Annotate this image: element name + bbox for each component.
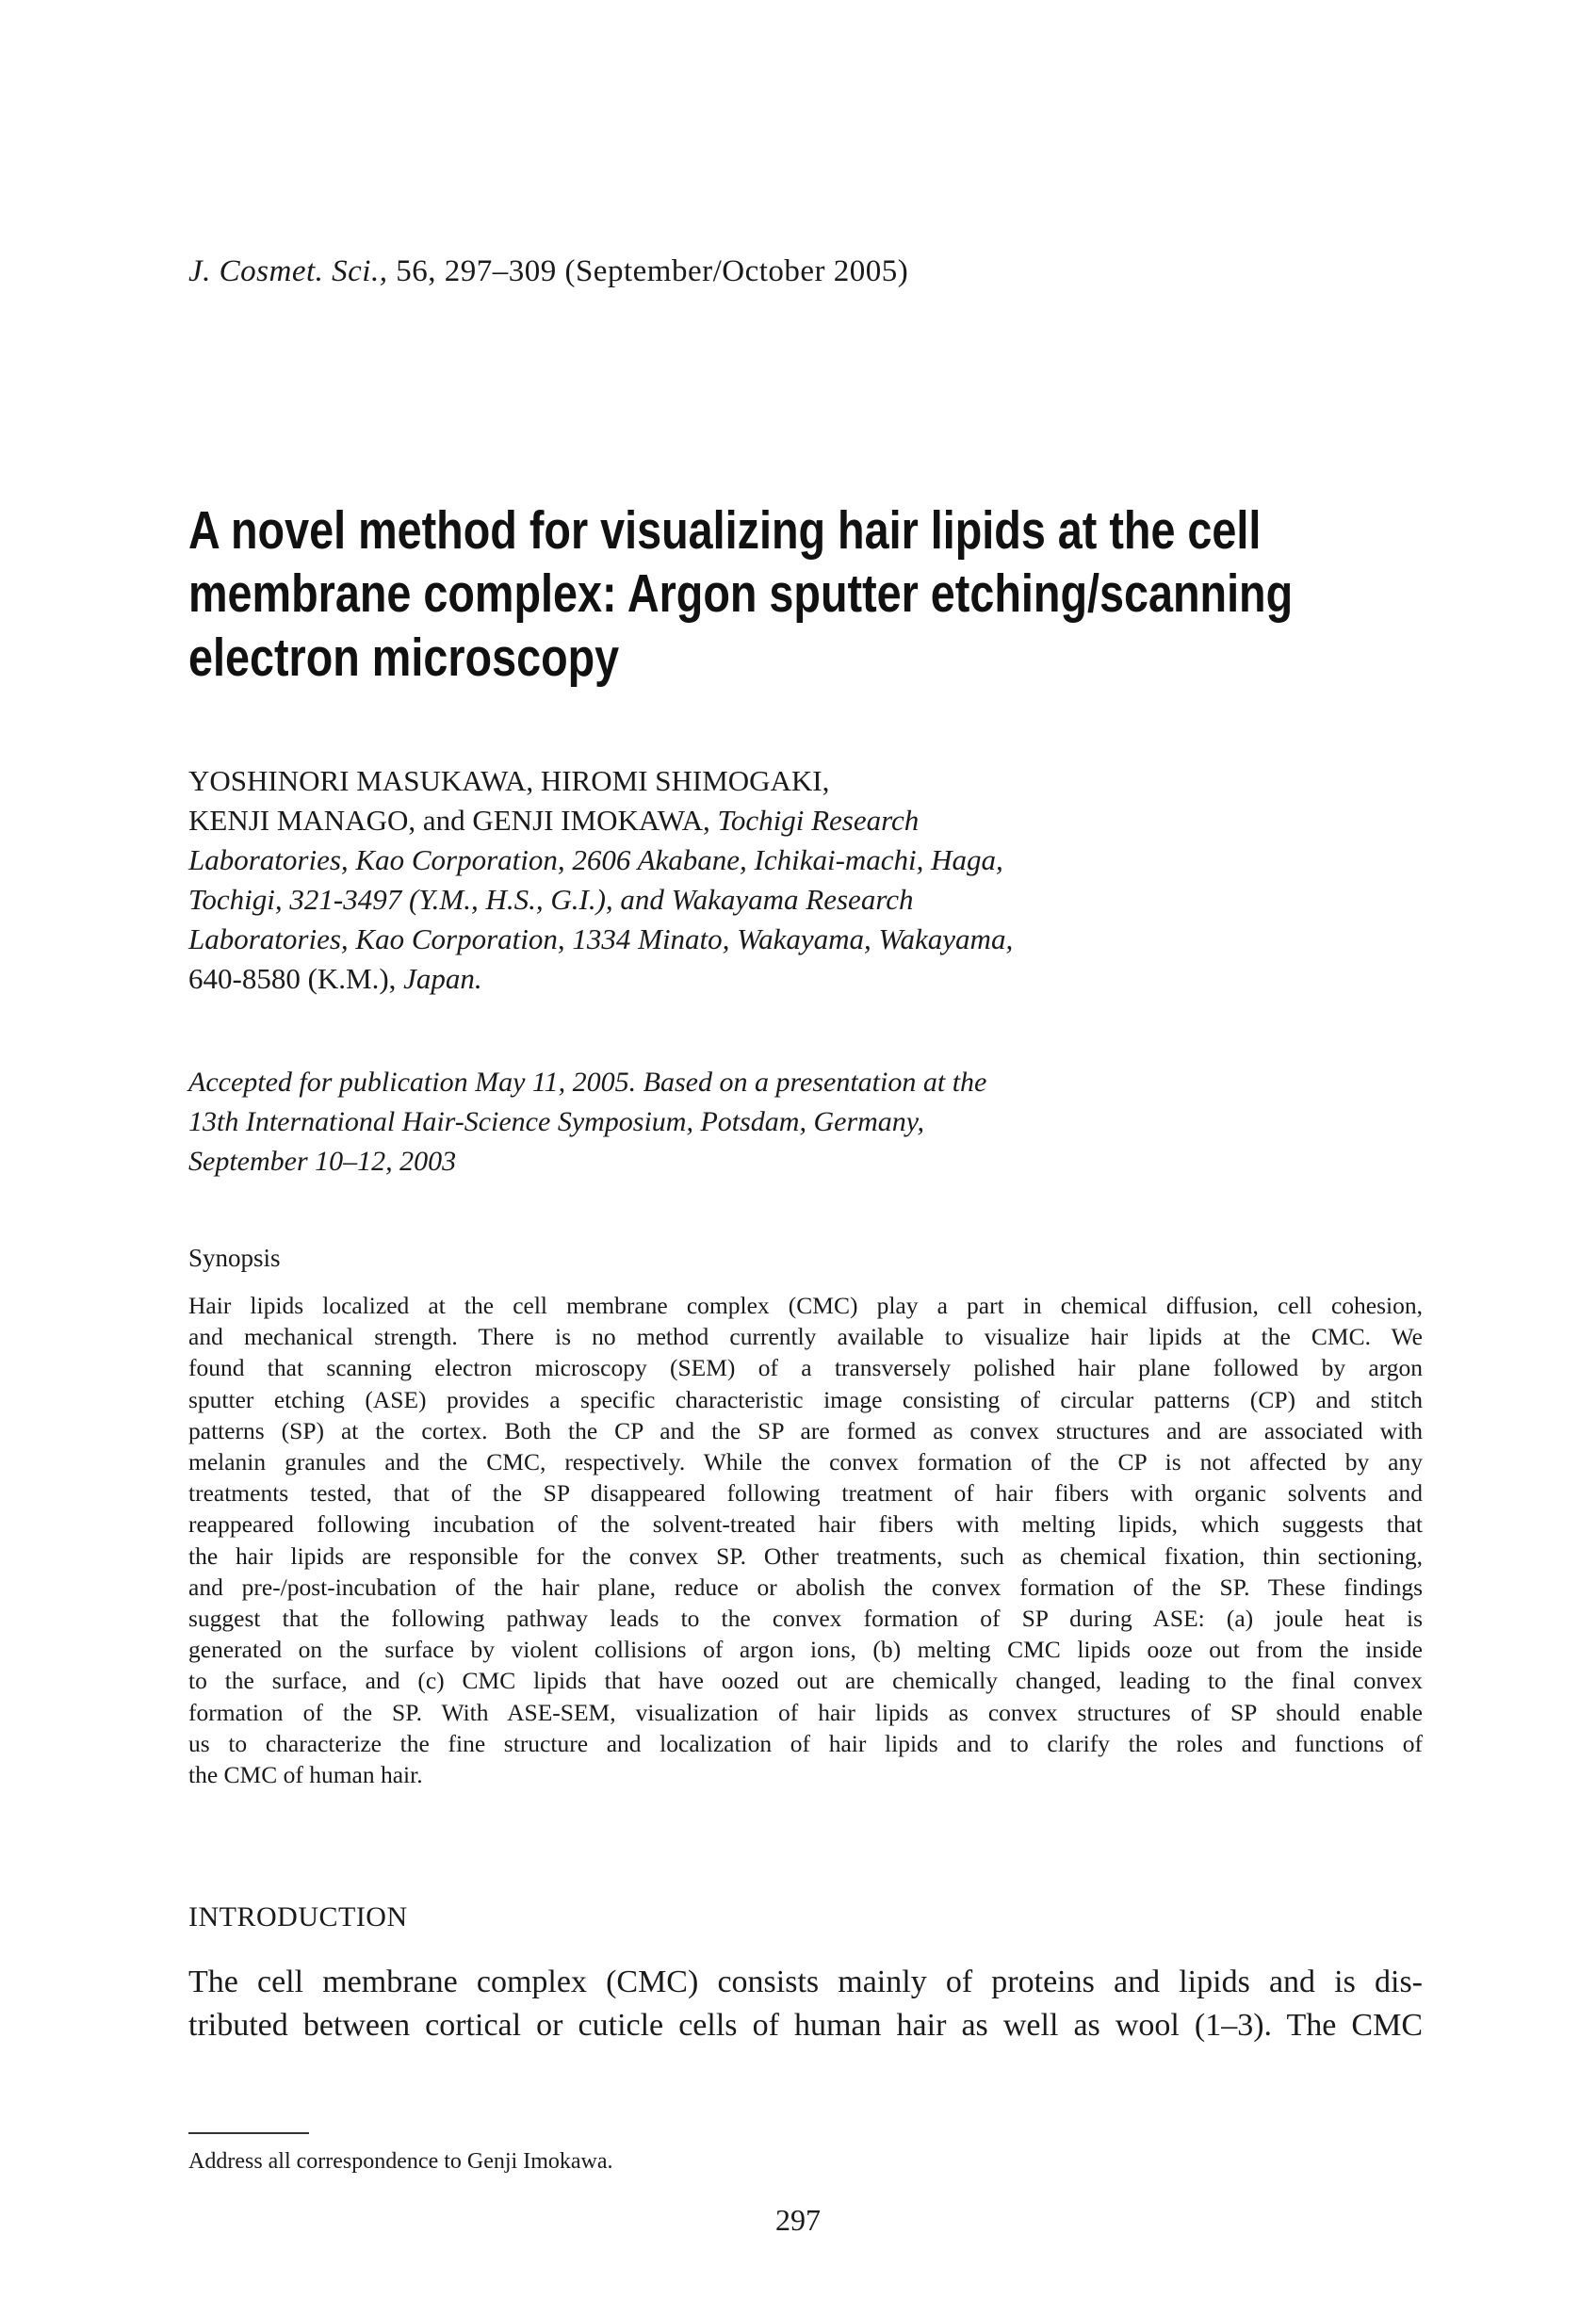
synopsis-heading: Synopsis xyxy=(188,1244,281,1272)
synopsis-line: melanin granules and the CMC, respectively. While the convex formation of the CP is not affected by any xyxy=(188,1448,1423,1476)
footnote: Address all correspondence to Genji Imokawa. xyxy=(188,2149,613,2174)
introduction-paragraph xyxy=(188,1961,1423,2047)
title-line: membrane complex: Argon sputter etching/scanning xyxy=(188,563,1294,625)
affiliation-line: Laboratories, Kao Corporation, 2606 Akabane, Ichikai-machi, Haga, xyxy=(188,843,1003,876)
synopsis-line: us to characterize the fine structure and localization of hair lipids and to clarify the roles and functions of xyxy=(188,1729,1423,1757)
synopsis-paragraph xyxy=(188,1290,1423,1790)
author-affiliations xyxy=(188,761,1413,999)
affiliation-line: Tochigi, 321-3497 (Y.M., H.S., G.I.), and Wakayama Research xyxy=(188,883,914,916)
country: Japan. xyxy=(396,962,482,995)
author-line xyxy=(188,801,1413,840)
synopsis-line: to the surface, and (c) CMC lipids that have oozed out are chemically changed, leading to the final convex xyxy=(188,1667,1423,1695)
article-title xyxy=(188,499,1386,690)
synopsis-line: Hair lipids localized at the cell membrane complex (CMC) play a part in chemical diffusion, cell cohesion, xyxy=(188,1292,1423,1319)
synopsis-line: the CMC of human hair. xyxy=(188,1761,423,1789)
footnote-divider xyxy=(188,2132,309,2134)
affiliation-line xyxy=(188,959,1413,999)
synopsis-line: reappeared following incubation of the solvent-treated hair fibers with melting lipids, which suggests that xyxy=(188,1510,1423,1539)
synopsis-line: suggest that the following pathway leads to the convex formation of SP during ASE: (a) joule heat is xyxy=(188,1605,1423,1633)
title-line: electron microscopy xyxy=(188,627,620,688)
section-heading-introduction: INTRODUCTION xyxy=(188,1901,408,1932)
author-names: KENJI MANAGO, and GENJI IMOKAWA, xyxy=(188,804,710,837)
postal-code: 640-8580 (K.M.), xyxy=(188,962,397,995)
synopsis-line: formation of the SP. With ASE-SEM, visualization of hair lipids as convex structures of SP should enable xyxy=(188,1698,1423,1726)
introduction-line: tributed between cortical or cuticle cells of human hair as well as wool (1–3). The CMC xyxy=(188,2008,1423,2043)
synopsis-line: sputter etching (ASE) provides a specific characteristic image consisting of circular patterns (CP) and stitch xyxy=(188,1385,1423,1413)
affiliation-text: Tochigi Research xyxy=(709,804,920,837)
synopsis-line: generated on the surface by violent collisions of argon ions, (b) melting CMC lipids ooze out from the inside xyxy=(188,1636,1423,1664)
title-line: A novel method for visualizing hair lipids at the cell xyxy=(188,500,1262,561)
introduction-line: The cell membrane complex (CMC) consists mainly of proteins and lipids and is dis- xyxy=(188,1965,1423,1999)
affiliation-line: Laboratories, Kao Corporation, 1334 Minato, Wakayama, Wakayama, xyxy=(188,922,1014,955)
acceptance-line: Accepted for publication May 11, 2005. Based on a presentation at the xyxy=(188,1067,987,1098)
synopsis-line: treatments tested, that of the SP disappeared following treatment of hair fibers with organic solvents and xyxy=(188,1479,1423,1508)
acceptance-line: September 10–12, 2003 xyxy=(188,1146,457,1177)
journal-name: J. Cosmet. Sci., xyxy=(188,254,388,288)
synopsis-line: patterns (SP) at the cortex. Both the CP and the SP are formed as convex structures and are associated with xyxy=(188,1416,1423,1444)
acceptance-note xyxy=(188,1063,1413,1182)
journal-volume-pages-date: 56, 297–309 (September/October 2005) xyxy=(387,254,909,288)
synopsis-line: and mechanical strength. There is no method currently available to visualize hair lipids at the CMC. We xyxy=(188,1323,1423,1351)
acceptance-line: 13th International Hair-Science Symposium, Potsdam, Germany, xyxy=(188,1106,924,1137)
synopsis-line: the hair lipids are responsible for the convex SP. Other treatments, such as chemical fixation, thin sectioning, xyxy=(188,1541,1423,1570)
journal-citation xyxy=(188,254,908,289)
synopsis-line: found that scanning electron microscopy (SEM) of a transversely polished hair plane followed by argon xyxy=(188,1354,1423,1382)
page-number: 297 xyxy=(775,2203,821,2237)
author-line: YOSHINORI MASUKAWA, HIROMI SHIMOGAKI, xyxy=(188,764,830,797)
synopsis-line: and pre-/post-incubation of the hair plane, reduce or abolish the convex formation of the SP. These findings xyxy=(188,1573,1423,1601)
